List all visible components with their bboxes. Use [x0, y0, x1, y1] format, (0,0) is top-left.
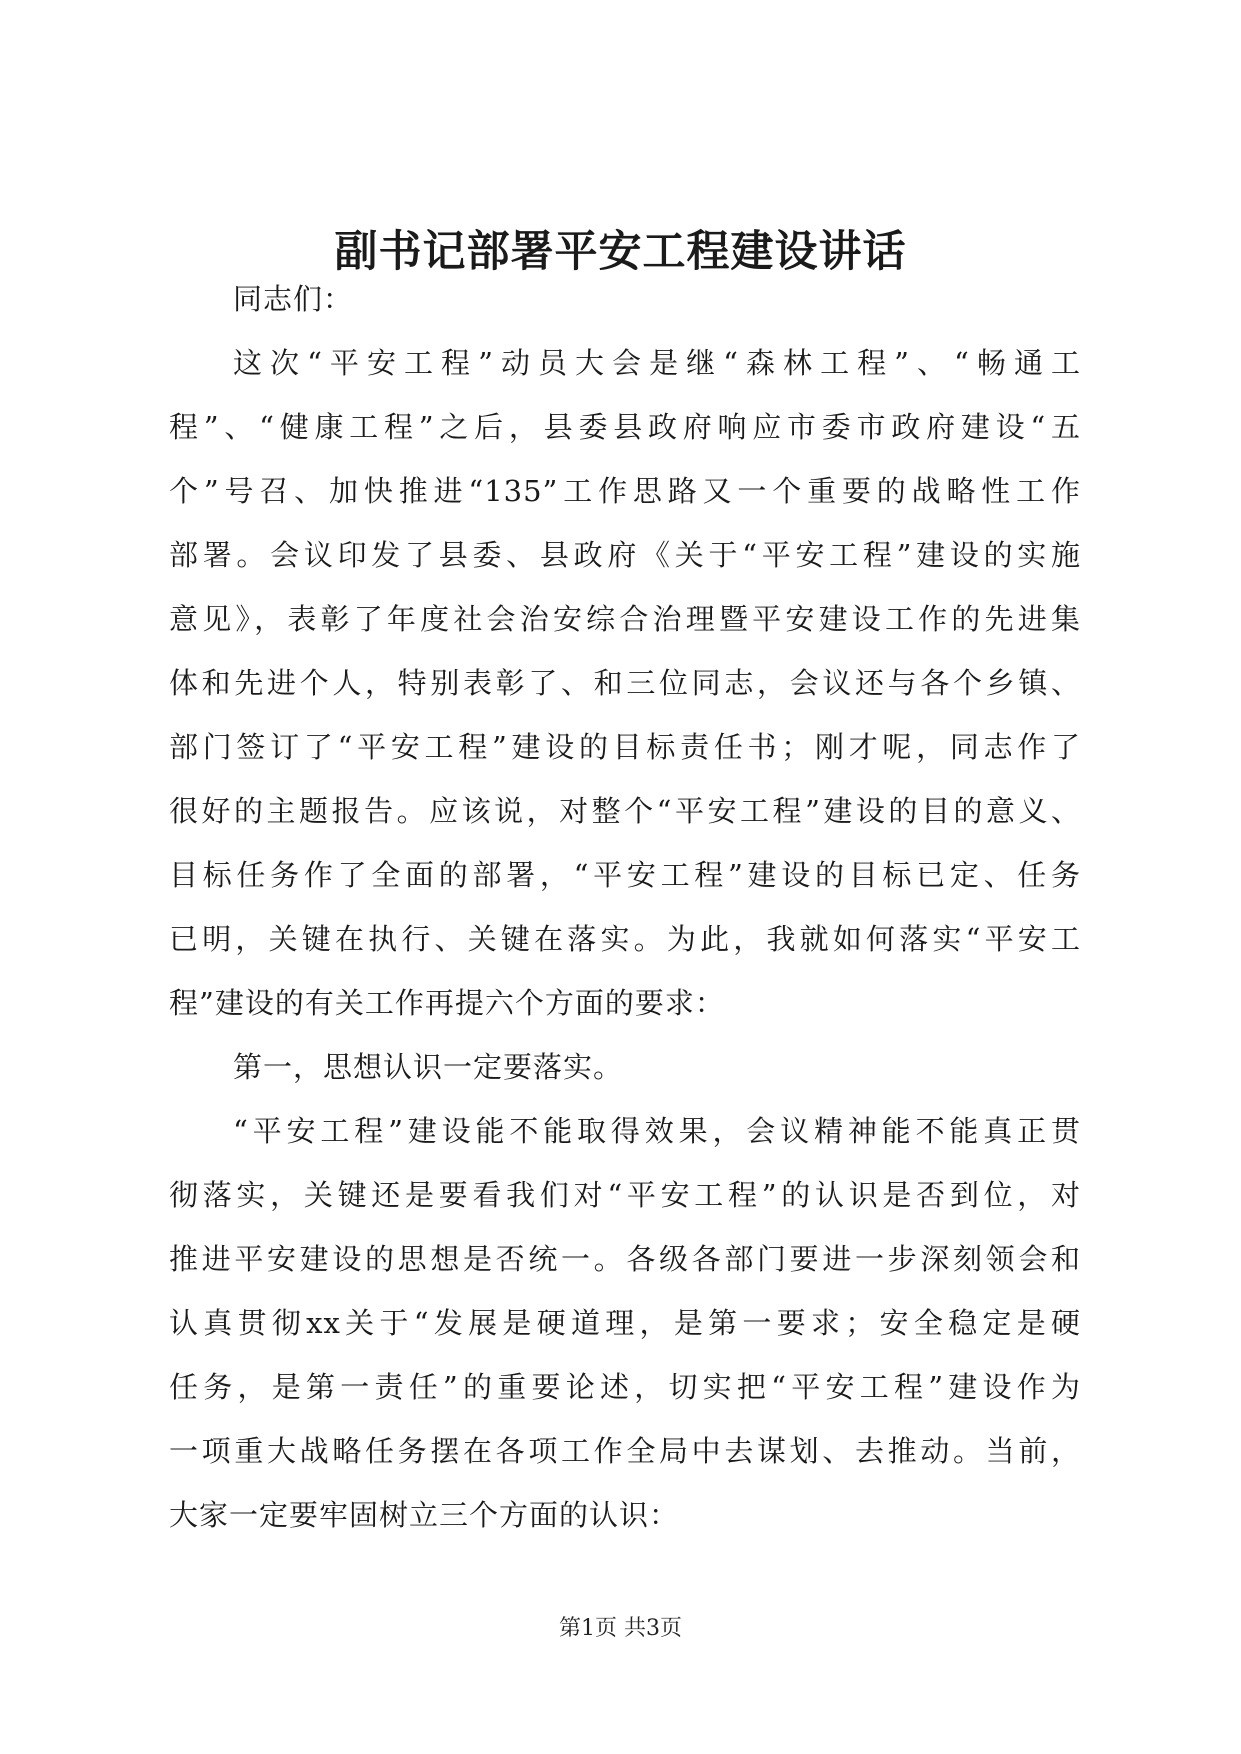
paragraph-1-line: 个”号召、加快推进“135”工作思路又一个重要的战略性工作	[169, 474, 1081, 508]
paragraph-1-line: 部署。会议印发了县委、县政府《关于“平安工程”建设的实施	[169, 538, 1081, 572]
paragraph-1-line: 程”建设的有关工作再提六个方面的要求：	[169, 986, 725, 1020]
paragraph-1-line: 意见》，表彰了年度社会治安综合治理暨平安建设工作的先进集	[169, 602, 1081, 636]
paragraph-3-line: 大家一定要牢固树立三个方面的认识：	[169, 1498, 680, 1532]
paragraph-1-line: 很好的主题报告。应该说，对整个“平安工程”建设的目的意义、	[169, 794, 1081, 828]
paragraph-3-line: 彻落实，关键还是要看我们对“平安工程”的认识是否到位，对	[169, 1178, 1081, 1212]
page-number-footer: 第1页 共3页	[559, 1616, 682, 1641]
paragraph-1-line: 已明，关键在执行、关键在落实。为此，我就如何落实“平安工	[169, 922, 1081, 956]
paragraph-1-line: 程”、“健康工程”之后，县委县政府响应市委市政府建设“五	[169, 410, 1081, 444]
salutation-line: 同志们：	[233, 282, 354, 316]
paragraph-1-line: 部门签订了“平安工程”建设的目标责任书；刚才呢，同志作了	[169, 730, 1081, 764]
paragraph-1-line: 目标任务作了全面的部署，“平安工程”建设的目标已定、任务	[169, 858, 1081, 892]
paragraph-3-line: 认真贯彻xx关于“发展是硬道理，是第一要求；安全稳定是硬	[169, 1306, 1081, 1340]
document-title: 副书记部署平安工程建设讲话	[334, 227, 907, 277]
paragraph-1-line: 这次“平安工程”动员大会是继“森林工程”、“畅通工	[233, 346, 1081, 380]
document-body	[169, 267, 1081, 1547]
paragraph-3-line: “平安工程”建设能不能取得效果，会议精神能不能真正贯	[233, 1114, 1081, 1148]
paragraph-3-line: 任务，是第一责任”的重要论述，切实把“平安工程”建设作为	[169, 1370, 1081, 1404]
section-heading-line: 第一，思想认识一定要落实。	[233, 1050, 624, 1084]
paragraph-1-line: 体和先进个人，特别表彰了、和三位同志，会议还与各个乡镇、	[169, 666, 1081, 700]
paragraph-3-line: 一项重大战略任务摆在各项工作全局中去谋划、去推动。当前，	[169, 1434, 1081, 1468]
paragraph-3-line: 推进平安建设的思想是否统一。各级各部门要进一步深刻领会和	[169, 1242, 1081, 1276]
